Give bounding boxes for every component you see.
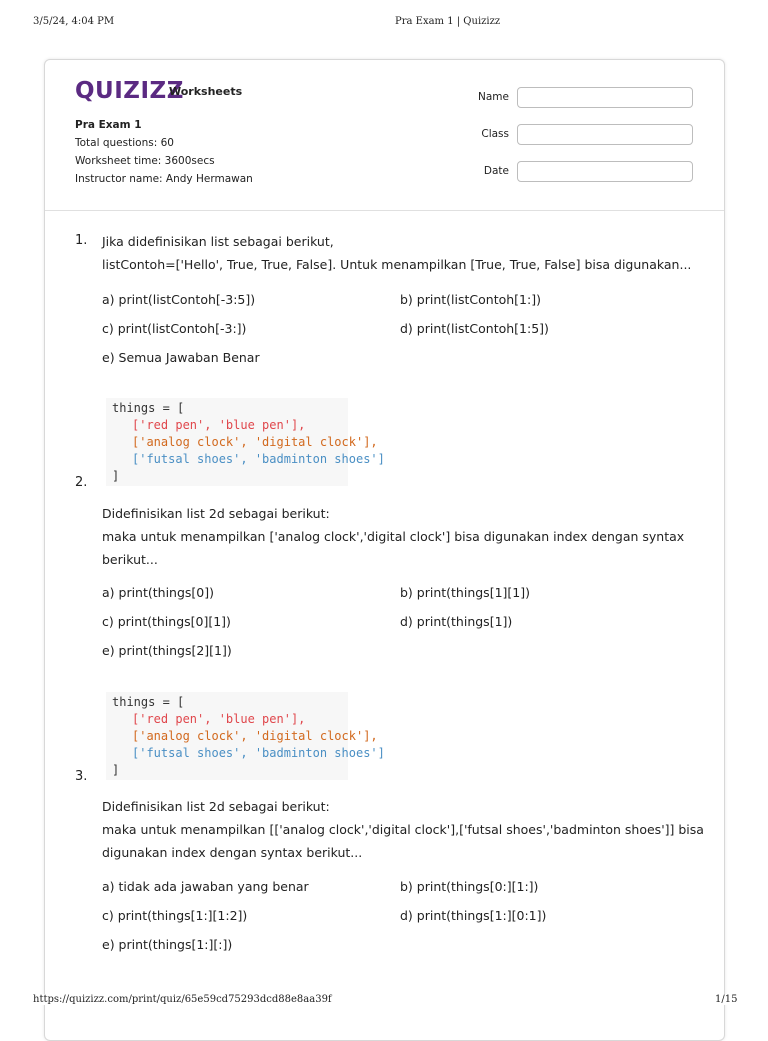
quizizz-logo: QUIZIZZ: [75, 78, 184, 104]
question-3-option-b[interactable]: b) print(things[0:][1:]): [400, 879, 539, 894]
date-input[interactable]: [517, 161, 693, 182]
question-1-option-d[interactable]: d) print(listContoh[1:5]): [400, 321, 549, 336]
question-3-option-a[interactable]: a) tidak ada jawaban yang benar: [102, 879, 309, 894]
class-input[interactable]: [517, 124, 693, 145]
question-3-text: Didefinisikan list 2d sebagai berikut: maka untuk menampilkan [['analog clock','digital clock'],['futsal shoes','badminton shoes']] bisa digunakan index dengan syntax berikut...: [102, 799, 704, 860]
print-url: https://quizizz.com/print/quiz/65e59cd75293dcd88e8aa39f: [33, 994, 332, 1005]
class-label: Class: [481, 128, 509, 140]
name-label: Name: [478, 91, 509, 103]
name-input[interactable]: [517, 87, 693, 108]
question-3-option-d[interactable]: d) print(things[1:][0:1]): [400, 908, 547, 923]
question-1-option-e[interactable]: e) Semua Jawaban Benar: [102, 350, 260, 365]
question-2-option-e[interactable]: e) print(things[2][1]): [102, 643, 232, 658]
question-3-option-c[interactable]: c) print(things[1:][1:2]): [102, 908, 248, 923]
question-2-number: 2.: [75, 475, 88, 490]
question-1-text: Jika didefinisikan list sebagai berikut, listContoh=['Hello', True, True, False]. Untuk menampilkan [True, True, False] bisa digunakan...: [102, 234, 692, 272]
print-datetime: 3/5/24, 4:04 PM: [33, 16, 115, 27]
print-page-number: 1/15: [715, 994, 738, 1005]
worksheets-label: Worksheets: [169, 85, 243, 98]
question-3-code-image: things = [ ['red pen', 'blue pen'], ['analog clock', 'digital clock'], ['futsal shoes', 'badminton shoes'] ]: [106, 692, 348, 780]
question-2-option-d[interactable]: d) print(things[1]): [400, 614, 513, 629]
question-2-text: Didefinisikan list 2d sebagai berikut: maka untuk menampilkan ['analog clock','digital clock'] bisa digunakan index dengan syntax berikut...: [102, 506, 685, 567]
worksheet-title: Pra Exam 1: [75, 119, 142, 131]
question-2-option-b[interactable]: b) print(things[1][1]): [400, 585, 530, 600]
question-2-option-c[interactable]: c) print(things[0][1]): [102, 614, 231, 629]
print-doc-title: Pra Exam 1 | Quizizz: [395, 16, 501, 27]
question-2-option-a[interactable]: a) print(things[0]): [102, 585, 215, 600]
question-3-number: 3.: [75, 769, 88, 784]
worksheet-time: Worksheet time: 3600secs: [75, 155, 215, 167]
question-3-option-e[interactable]: e) print(things[1:][:]): [102, 937, 233, 952]
question-1-option-a[interactable]: a) print(listContoh[-3:5]): [102, 292, 256, 307]
instructor-name: Instructor name: Andy Hermawan: [75, 173, 253, 185]
question-2-code-image: things = [ ['red pen', 'blue pen'], ['analog clock', 'digital clock'], ['futsal shoes', 'badminton shoes'] ]: [106, 398, 348, 486]
worksheet-header: [45, 60, 724, 211]
question-1-option-b[interactable]: b) print(listContoh[1:]): [400, 292, 541, 307]
total-questions: Total questions: 60: [75, 137, 174, 149]
date-label: Date: [483, 165, 509, 177]
question-1-option-c[interactable]: c) print(listContoh[-3:]): [102, 321, 247, 336]
question-1-number: 1.: [75, 233, 88, 248]
